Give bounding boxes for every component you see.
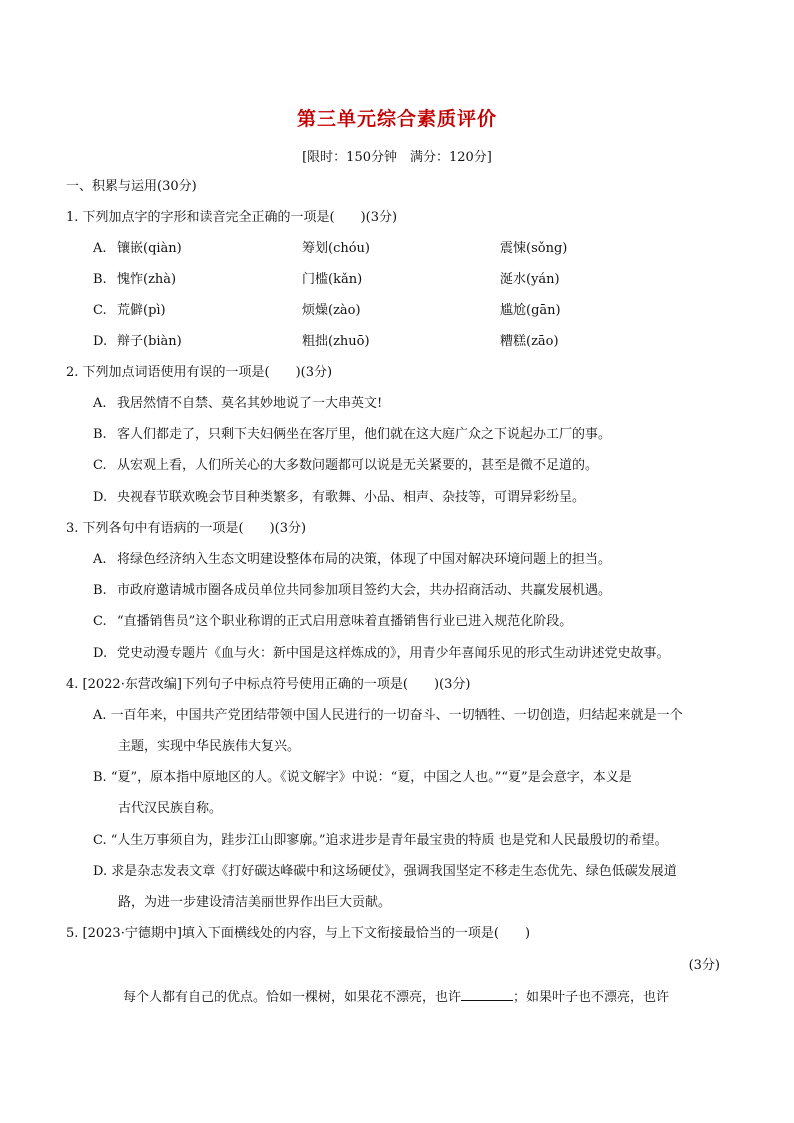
question-3-option-a: A. 将绿色经济纳入生态文明建设整体布局的决策，体现了中国对解决环境问题上的担当。 [93, 552, 612, 567]
option-mark: D. [93, 334, 108, 349]
option-mark: A. [93, 241, 107, 256]
option-word: 辩子(biàn) [117, 334, 182, 349]
question-2-option-a: A. 我居然情不自禁、莫名其妙地说了一大串英文! [93, 396, 383, 411]
option-mark: B. [93, 272, 107, 287]
question-4-option-a-line-1: A. 一百年来，中国共产党团结带领中国人民进行的一切奋斗、一切牺牲、一切创造，归结起来就是一个 [93, 708, 683, 723]
question-2-option-c: C. 从宏观上看，人们所关心的大多数问题都可以说是无关紧要的，甚至是微不足道的。 [93, 458, 599, 473]
option-word: 涎水(yán) [500, 272, 560, 287]
option-word: 荒僻(pì) [117, 303, 166, 318]
question-4-option-b-line-1: B. “夏”，原本指中原地区的人。《说文解字》中说：“夏，中国之人也。”“夏”是会意字，本义是 [93, 770, 632, 785]
question-5-stem: 5. [2023·宁德期中]填入下面横线处的内容，与上下文衔接最恰当的一项是( ) [66, 926, 531, 941]
question-5-passage: 每个人都有自己的优点。恰如一棵树，如果花不漂亮，也许 ；如果叶子也不漂亮，也许 [123, 990, 670, 1005]
option-word: 镶嵌(qiàn) [117, 241, 182, 256]
question-2-stem: 2. 下列加点词语使用有误的一项是( )(3分) [66, 365, 333, 380]
section-heading: 一、积累与运用(30分) [66, 179, 197, 194]
answer-blank[interactable] [461, 988, 513, 1001]
question-2-option-d: D. 央视春节联欢晚会节目种类繁多，有歌舞、小品、相声、杂技等，可谓异彩纷呈。 [93, 490, 586, 505]
question-3-option-c: C. “直播销售员”这个职业称谓的正式启用意味着直播销售行业已进入规范化阶段。 [93, 614, 573, 629]
question-4-option-d-line-1: D. 求是杂志发表文章《打好碳达峰碳中和这场硬仗》，强调我国坚定不移走生态优先、绿色低碳发展道 [93, 864, 677, 879]
page-title: 第三单元综合素质评价 [296, 108, 497, 130]
option-word: 震悚(sǒng) [500, 241, 568, 256]
question-4-option-a-line-2: 主题，实现中华民族伟大复兴。 [118, 739, 301, 754]
question-4-option-c: C. “人生万事须自为，跬步江山即寥廓。”追求进步是青年最宝贵的特质 也是党和人民最殷切的希望。 [93, 833, 668, 848]
question-4-option-d-line-2: 路，为进一步建设清洁美丽世界作出巨大贡献。 [118, 895, 392, 910]
option-word: 愧怍(zhà) [117, 272, 177, 287]
option-mark: C. [93, 303, 107, 318]
question-2-option-b: B. 客人们都走了，只剩下夫妇俩坐在客厅里，他们就在这大庭广众之下说起办工厂的事。 [93, 427, 612, 442]
question-3-option-d: D. 党史动漫专题片《血与火：新中国是这样炼成的》，用青少年喜闻乐见的形式生动讲述党史故事。 [93, 646, 670, 661]
option-word: 尴尬(gān) [500, 303, 561, 318]
option-word: 烦燥(zào) [302, 303, 361, 318]
option-word: 糟糕(zāo) [500, 334, 559, 349]
option-word: 筹划(chóu) [302, 241, 370, 256]
question-1-stem: 1. 下列加点字的字形和读音完全正确的一项是( )(3分) [66, 210, 398, 225]
option-word: 粗拙(zhuō) [302, 334, 370, 349]
option-word: 门槛(kǎn) [302, 272, 363, 287]
question-4-option-b-line-2: 古代汉民族自称。 [118, 801, 223, 816]
question-4-stem: 4. [2022·东营改编]下列句子中标点符号使用正确的一项是( )(3分) [66, 677, 471, 692]
question-5-score: (3分) [688, 958, 720, 973]
time-and-score-limit: [限时：150分钟 满分：120分] [302, 150, 492, 165]
question-3-option-b: B. 市政府邀请城市圈各成员单位共同参加项目签约大会，共办招商活动、共赢发展机遇。 [93, 583, 612, 598]
question-3-stem: 3. 下列各句中有语病的一项是( )(3分) [66, 521, 307, 536]
